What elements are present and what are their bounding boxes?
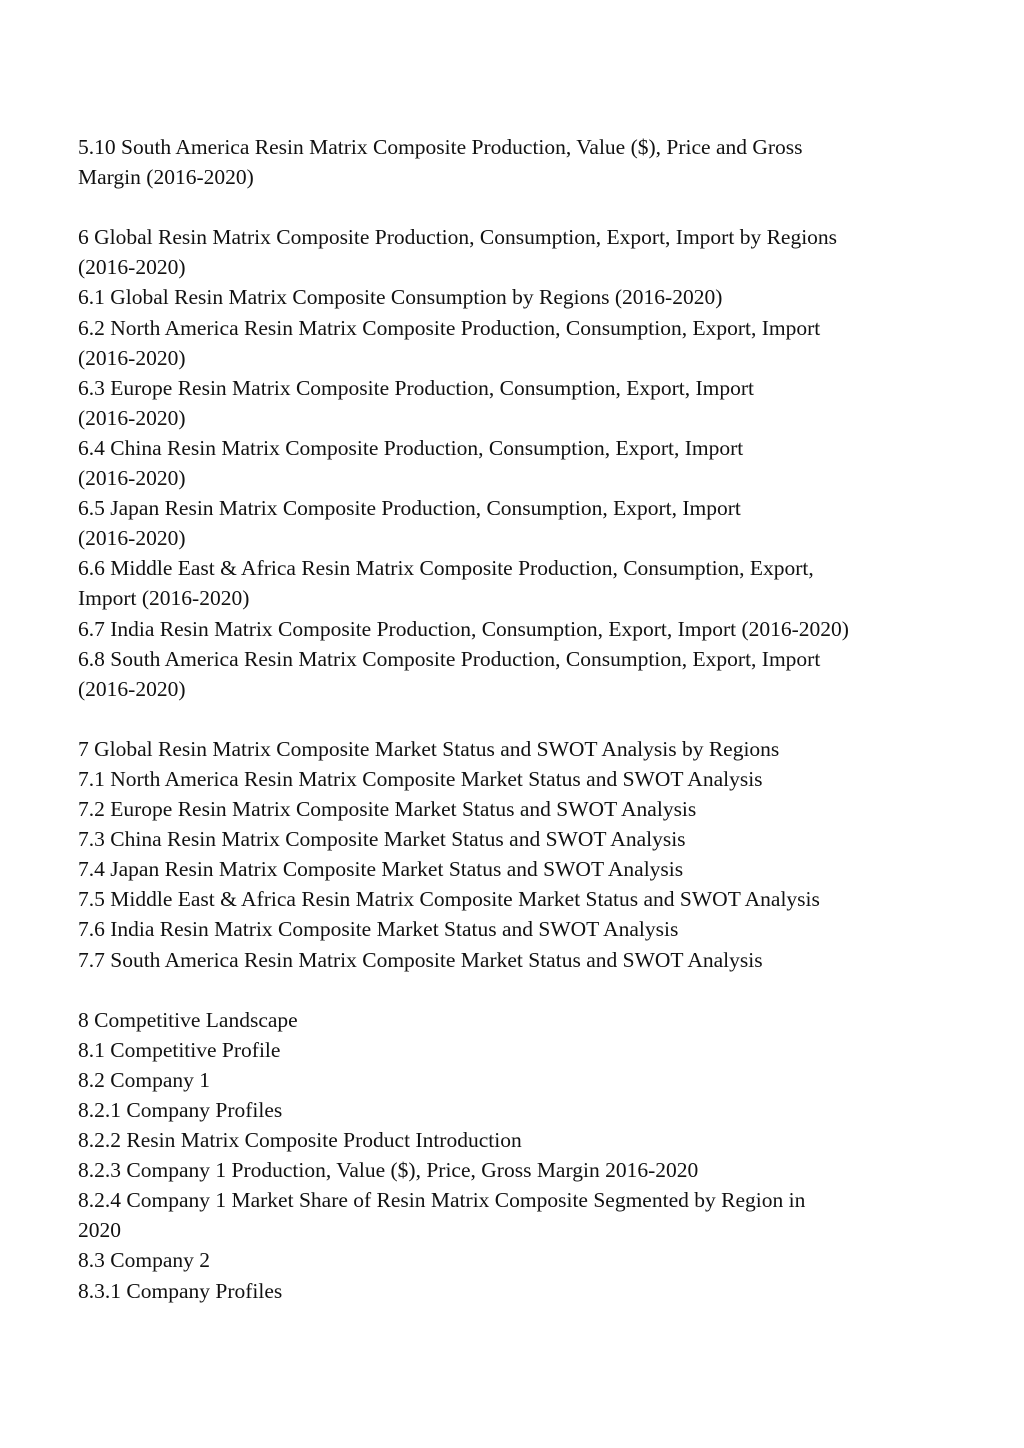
toc-line: 5.10 South America Resin Matrix Composite Production, Value ($), Price and Gross	[78, 135, 803, 159]
toc-line: 6.6 Middle East & Africa Resin Matrix Composite Production, Consumption, Export,	[78, 556, 814, 581]
toc-line: 8.2.2 Resin Matrix Composite Product Introduction	[78, 1128, 522, 1153]
toc-line: Import (2016-2020)	[78, 586, 250, 611]
toc-line: 7.3 China Resin Matrix Composite Market Status and SWOT Analysis	[78, 827, 686, 852]
toc-line: 8 Competitive Landscape	[78, 1007, 298, 1032]
toc-line: 6.5 Japan Resin Matrix Composite Production, Consumption, Export, Import	[78, 496, 741, 521]
toc-line: 7.5 Middle East & Africa Resin Matrix Composite Market Status and SWOT Analysis	[78, 887, 820, 912]
toc-line: (2016-2020)	[78, 255, 186, 280]
toc-line: 6.1 Global Resin Matrix Composite Consumption by Regions (2016-2020)	[78, 285, 723, 310]
section-spacer	[78, 704, 958, 734]
section-spacer	[78, 975, 958, 1005]
toc-line: 8.3.1 Company Profiles	[78, 1278, 283, 1303]
toc-line: 8.2.3 Company 1 Production, Value ($), Price, Gross Margin 2016-2020	[78, 1158, 699, 1183]
toc-line: 7.7 South America Resin Matrix Composite Market Status and SWOT Analysis	[78, 947, 763, 972]
toc-line: 8.1 Competitive Profile	[78, 1037, 281, 1062]
toc-line: 6.2 North America Resin Matrix Composite Production, Consumption, Export, Import	[78, 315, 821, 340]
toc-line: 7.4 Japan Resin Matrix Composite Market Status and SWOT Analysis	[78, 857, 684, 882]
toc-line: (2016-2020)	[78, 466, 186, 491]
toc-line: 7.6 India Resin Matrix Composite Market Status and SWOT Analysis	[78, 917, 679, 942]
toc-line: 8.2.1 Company Profiles	[78, 1098, 283, 1122]
toc-line: (2016-2020)	[78, 676, 186, 701]
toc-line: 7 Global Resin Matrix Composite Market Status and SWOT Analysis by Regions	[78, 736, 780, 761]
toc-line: Margin (2016-2020)	[78, 165, 254, 190]
toc-line: 8.2 Company 1	[78, 1067, 210, 1092]
toc-line: (2016-2020)	[78, 526, 186, 551]
table-of-contents	[78, 132, 958, 1306]
toc-line: 6.4 China Resin Matrix Composite Production, Consumption, Export, Import	[78, 435, 744, 460]
toc-line: 6.3 Europe Resin Matrix Composite Production, Consumption, Export, Import	[78, 375, 755, 400]
toc-line: 6.8 South America Resin Matrix Composite Production, Consumption, Export, Import	[78, 646, 821, 671]
toc-line: 8.2.4 Company 1 Market Share of Resin Matrix Composite Segmented by Region in	[78, 1188, 806, 1213]
toc-line: 8.3 Company 2	[78, 1248, 210, 1273]
toc-line: 2020	[78, 1218, 121, 1243]
toc-line: 7.2 Europe Resin Matrix Composite Market Status and SWOT Analysis	[78, 797, 697, 822]
section-spacer	[78, 192, 958, 222]
toc-line: (2016-2020)	[78, 405, 186, 430]
toc-line: 6.7 India Resin Matrix Composite Production, Consumption, Export, Import (2016-2020)	[78, 616, 849, 641]
toc-line: (2016-2020)	[78, 345, 186, 370]
toc-line: 6 Global Resin Matrix Composite Production, Consumption, Export, Import by Regions	[78, 225, 838, 250]
toc-line: 7.1 North America Resin Matrix Composite Market Status and SWOT Analysis	[78, 766, 763, 791]
